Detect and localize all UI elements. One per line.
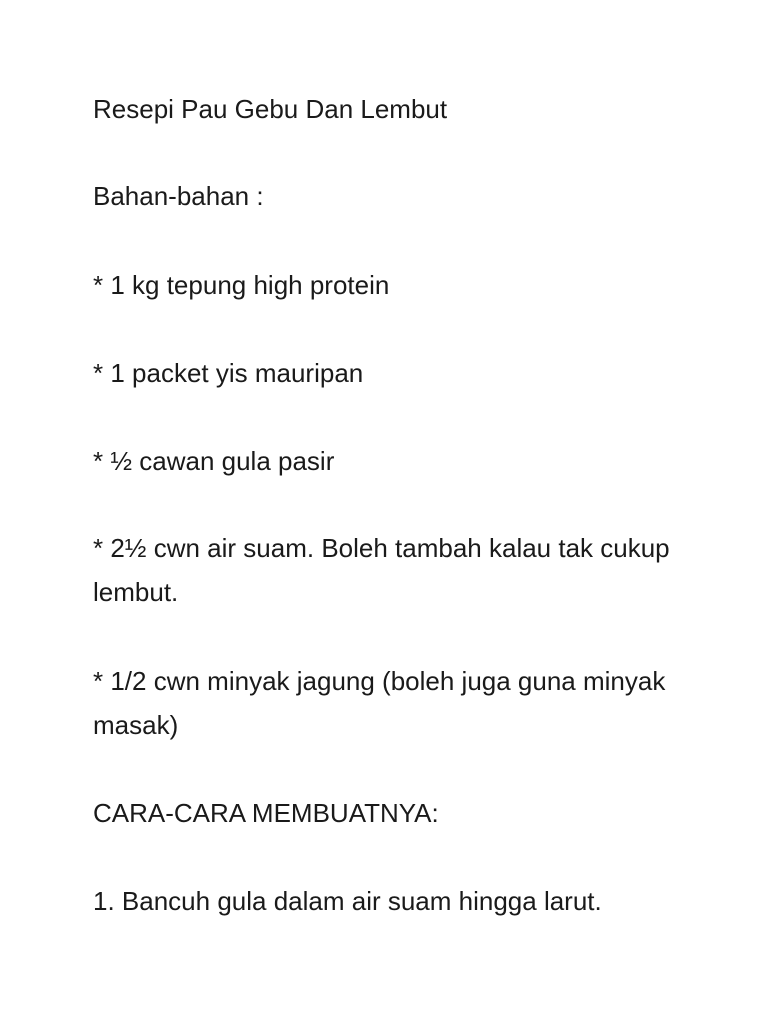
ingredient-item: * 1 kg tepung high protein <box>93 270 390 300</box>
ingredient-item: * 1/2 cwn minyak jagung (boleh juga guna minyak masak) <box>93 666 666 740</box>
method-heading: CARA-CARA MEMBUATNYA: <box>93 798 439 828</box>
recipe-title: Resepi Pau Gebu Dan Lembut <box>93 94 448 124</box>
method-step: 1. Bancuh gula dalam air suam hingga larut. <box>93 886 602 916</box>
ingredient-item: * 1 packet yis mauripan <box>93 358 364 388</box>
ingredient-item: * ½ cawan gula pasir <box>93 446 335 476</box>
ingredients-heading: Bahan-bahan : <box>93 181 264 211</box>
ingredient-item: * 2½ cwn air suam. Boleh tambah kalau tak cukup lembut. <box>93 533 670 607</box>
